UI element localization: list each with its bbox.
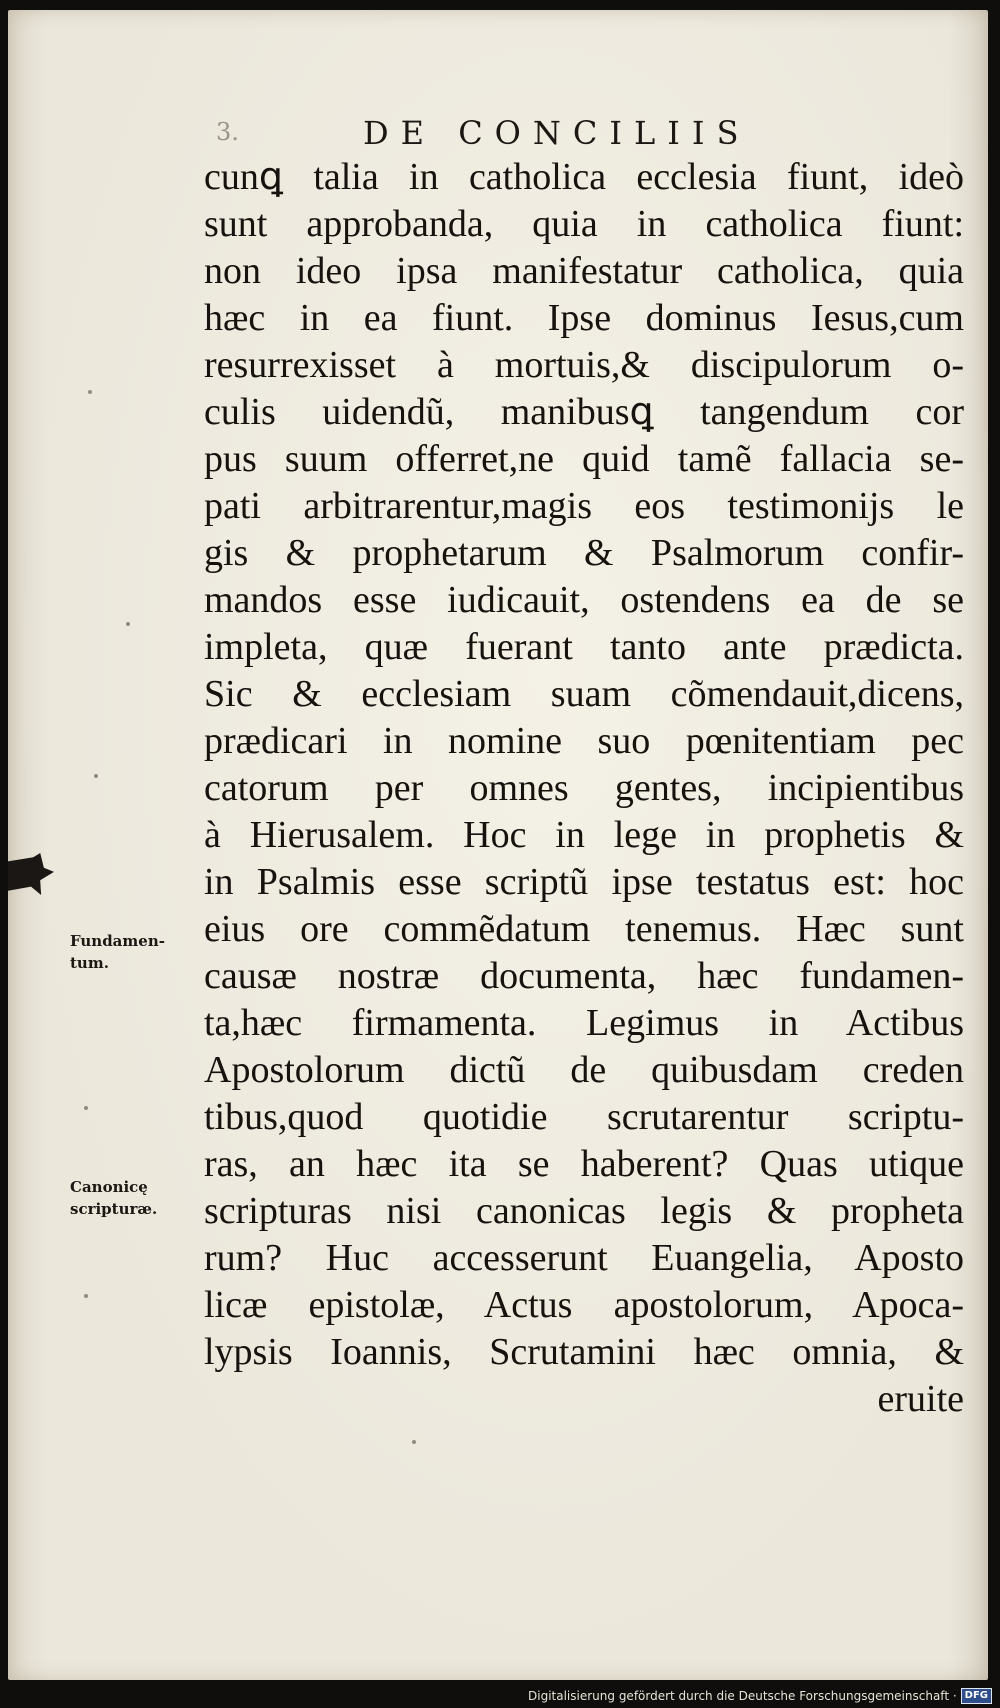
text-line: Sic & ecclesiam suam cõmendauit,dicens, [204,673,964,715]
paper-speck [126,622,130,626]
marginal-note-line: tum. [70,954,109,972]
funding-credit: Digitalisierung gefördert durch die Deutsche Forschungsgemeinschaft · [528,1689,957,1703]
catchword: eruite [877,1378,964,1420]
dfg-logo: DFG [961,1688,992,1704]
text-line: rum? Huc accesserunt Euangelia, Aposto [204,1237,964,1279]
text-line: causæ nostræ documenta, hæc fundamen- [204,955,964,997]
binding-clip [8,853,54,895]
text-line: scripturas nisi canonicas legis & propheta [204,1190,964,1232]
text-line: resurrexisset à mortuis,& discipulorum o- [204,344,964,386]
text-line: mandos esse iudicauit, ostendens ea de se [204,579,964,621]
text-line: prædicari in nomine suo pœnitentiam pec [204,720,964,762]
text-line: catorum per omnes gentes, incipientibus [204,767,964,809]
paper-speck [94,774,98,778]
marginal-note-line: Fundamen- [70,932,165,950]
text-line: non ideo ipsa manifestatur catholica, quia [204,250,964,292]
text-line: in Psalmis esse scriptũ ipse testatus est: hoc [204,861,964,903]
paper-speck [84,1106,88,1110]
text-line: Apostolorum dictũ de quibusdam creden [204,1049,964,1091]
marginal-note-line: Canonicę [70,1178,148,1196]
marginal-note-canonicae [70,1176,157,1220]
text-line: tibus,quod quotidie scrutarentur scriptu- [204,1096,964,1138]
marginal-note-line: scripturæ. [70,1200,158,1218]
text-line: licæ epistolæ, Actus apostolorum, Apoca- [204,1284,964,1326]
text-line: à Hierusalem. Hoc in lege in prophetis & [204,814,964,856]
text-line: impleta, quæ fuerant tanto ante prædicta. [204,626,964,668]
text-line: pus suum offerret,ne quid tamẽ fallacia se- [204,438,964,480]
digitization-footer [528,1686,992,1706]
marginal-note-fundamentum [70,930,165,974]
text-line: ras, an hæc ita se haberent? Quas utique [204,1143,964,1185]
text-line: eius ore commẽdatum tenemus. Hæc sunt [204,908,964,950]
text-line: hæc in ea fiunt. Ipse dominus Iesus,cum [204,297,964,339]
text-line: sunt approbanda, quia in catholica fiunt: [204,203,964,245]
paper-speck [84,1294,88,1298]
folio-mark: 3. [216,118,239,146]
book-page [8,10,988,1680]
text-line: culis uidendũ, manibusꝗ tangendum cor [204,391,964,433]
text-line: pati arbitrarentur,magis eos testimonijs le [204,485,964,527]
body-text [204,154,964,1423]
paper-speck [412,1440,416,1444]
text-line: lypsis Ioannis, Scrutamini hæc omnia, & [204,1331,964,1373]
paper-speck [88,390,92,394]
text-line: gis & prophetarum & Psalmorum confir- [204,532,964,574]
text-line: ta,hæc firmamenta. Legimus in Actibus [204,1002,964,1044]
running-head: DE CONCILIIS [363,114,751,152]
text-line: cunꝗ talia in catholica ecclesia fiunt, ideò [204,156,964,198]
